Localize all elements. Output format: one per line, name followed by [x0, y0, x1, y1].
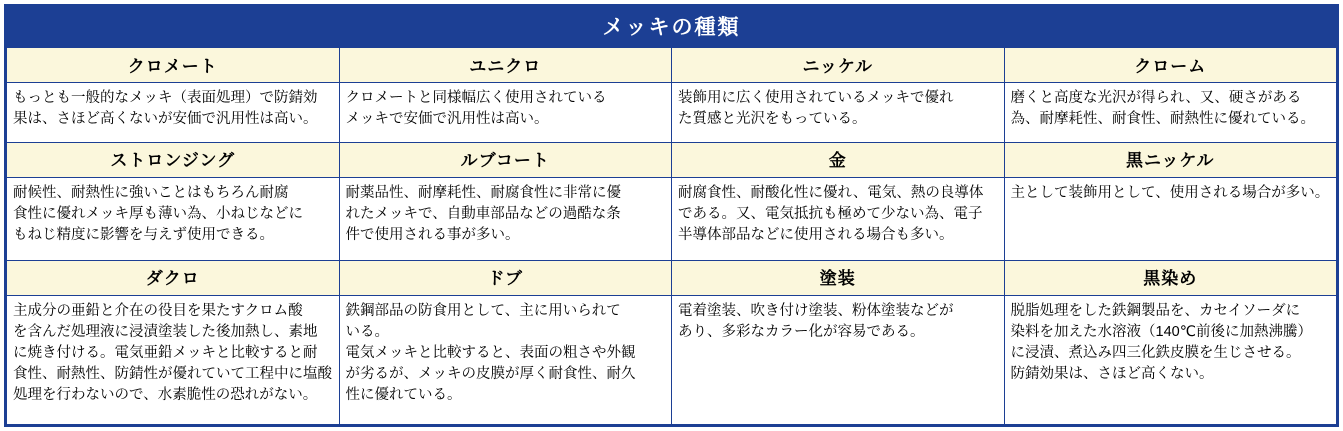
text-line: を含んだ処理液に浸漬塗装した後加熱し、素地	[13, 323, 318, 340]
text-line: 脱脂処理をした鉄鋼製品を、カセイソーダに	[1010, 302, 1301, 319]
column-header-black-nickel: 黒ニッケル	[1004, 142, 1337, 177]
cell-unichrome-description	[339, 83, 672, 143]
cell-dacro-description	[7, 295, 340, 424]
column-header-chrome: クローム	[1004, 48, 1337, 83]
text-line: 鉄鋼部品の防食用として、主に用いられて	[345, 302, 621, 319]
column-header-black-oxide: 黒染め	[1004, 260, 1337, 295]
cell-black-oxide-description	[1004, 295, 1337, 424]
text-line: が劣るが、メッキの皮膜が厚く耐食性、耐久	[345, 365, 636, 382]
cell-gold-description	[672, 177, 1005, 260]
cell-chromate-description	[7, 83, 340, 143]
page-title: メッキの種類	[7, 7, 1337, 48]
text-line: もっとも一般的なメッキ（表面処理）で防錆効	[13, 90, 318, 106]
cell-chrome-description	[1004, 83, 1337, 143]
text-line: 処理を行わないので、水素脆性の恐れがない。	[13, 386, 318, 403]
column-header-gold: 金	[672, 142, 1005, 177]
cell-lubcoat-description	[339, 177, 672, 260]
column-header-lubcoat: ルブコート	[339, 142, 672, 177]
text-line: 耐候性、耐熱性に強いことはもちろん耐腐	[13, 184, 289, 201]
text-line: 磨くと高度な光沢が得られ、又、硬さがある	[1010, 90, 1302, 106]
text-line: いる。	[345, 323, 389, 340]
cell-painting-description	[672, 295, 1005, 424]
text-line: に焼き付ける。電気亜鉛メッキと比較すると耐	[13, 344, 318, 361]
text-line: に浸漬、煮込み四三化鉄皮膜を生じさせる。	[1010, 344, 1301, 361]
cell-strongzinc-description	[7, 177, 340, 260]
cell-nickel-description	[672, 83, 1005, 143]
table-title-row	[7, 7, 1337, 48]
plating-types-table	[4, 4, 1339, 427]
text-line: 電着塗装、吹き付け塗装、粉体塗装などが	[678, 302, 954, 319]
text-line: た質感と光沢をもっている。	[678, 111, 867, 128]
text-line: 果は、さほど高くないが安価で汎用性は高い。	[13, 111, 318, 128]
text-line: 性に優れている。	[345, 386, 462, 403]
column-header-dacro: ダクロ	[7, 260, 340, 295]
cell-black-nickel-description	[1004, 177, 1337, 260]
text-line: 主成分の亜鉛と介在の役目を果たすクロム酸	[13, 302, 303, 319]
text-line: れたメッキで、自動車部品などの過酷な条	[345, 205, 621, 222]
table	[6, 6, 1337, 425]
text-line: 食性、耐熱性、防錆性が優れていて工程中に塩酸	[13, 365, 332, 382]
text-line: 電気メッキと比較すると、表面の粗さや外観	[345, 344, 636, 361]
table-header-row-3	[7, 260, 1337, 295]
text-line: 染料を加えた水溶液（140℃前後に加熱沸騰）	[1010, 323, 1312, 340]
table-body-row-1	[7, 83, 1337, 143]
text-line: 耐腐食性、耐酸化性に優れ、電気、熱の良導体	[678, 184, 984, 201]
text-line: 食性に優れメッキ厚も薄い為、小ねじなどに	[13, 205, 303, 222]
text-line: 半導体部品などに使用される場合も多い。	[678, 226, 954, 243]
table-header-row-2	[7, 142, 1337, 177]
text-line: である。又、電気抵抗も極めて少ない為、電子	[678, 205, 983, 222]
column-header-dobu: ドブ	[339, 260, 672, 295]
column-header-strongzinc: ストロンジング	[7, 142, 340, 177]
table-body-row-3	[7, 295, 1337, 424]
text-line: 為、耐摩耗性、耐食性、耐熱性に優れている。	[1010, 111, 1315, 128]
column-header-chromate: クロメート	[7, 48, 340, 83]
text-line: 防錆効果は、さほど高くない。	[1010, 365, 1214, 382]
column-header-painting: 塗装	[672, 260, 1005, 295]
text-line: 装飾用に広く使用されているメッキで優れ	[678, 90, 954, 106]
table-header-row-1	[7, 48, 1337, 83]
text-line: もねじ精度に影響を与えず使用できる。	[13, 226, 274, 243]
column-header-nickel: ニッケル	[672, 48, 1005, 83]
text-line: クロメートと同様幅広く使用されている	[345, 90, 607, 106]
cell-dobu-description	[339, 295, 672, 424]
text-line: あり、多彩なカラー化が容易である。	[678, 323, 925, 340]
text-line: 主として装飾用として、使用される場合が多い。	[1010, 184, 1330, 201]
text-line: メッキで安価で汎用性は高い。	[345, 111, 549, 128]
text-line: 件で使用される事が多い。	[345, 226, 520, 243]
table-body-row-2	[7, 177, 1337, 260]
column-header-unichrome: ユニクロ	[339, 48, 672, 83]
text-line: 耐薬品性、耐摩耗性、耐腐食性に非常に優	[345, 184, 621, 201]
